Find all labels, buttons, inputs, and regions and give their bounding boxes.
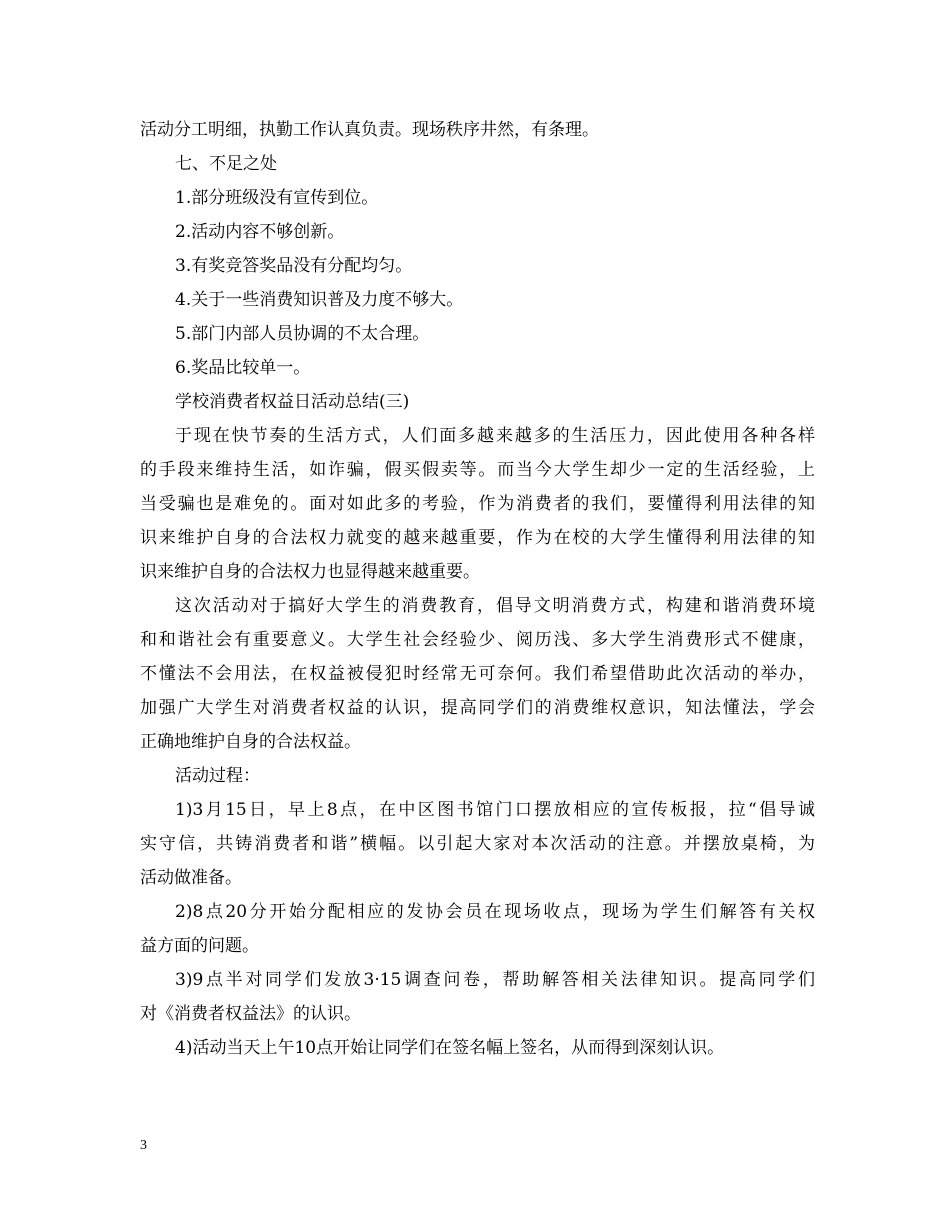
paragraph-line: 1)3月15日，早上8点，在中区图书馆门口摆放相应的宣传板报，拉“倡导诚 xyxy=(175,800,815,820)
paragraph-line: 识来维护自身的合法权力就变的越来越重要，作为在校的大学生懂得利用法律的知 xyxy=(140,528,815,548)
text-line: 活动分工明细，执勤工作认真负责。现场秩序井然，有条理。 xyxy=(140,120,599,140)
list-item: 6.奖品比较单一。 xyxy=(175,358,311,378)
paragraph-line: 识来维护自身的合法权力也显得越来越重要。 xyxy=(140,562,480,582)
list-item: 5.部门内部人员协调的不太合理。 xyxy=(175,324,430,344)
paragraph-line: 4)活动当天上午10点开始让同学们在签名幅上签名，从而得到深刻认识。 xyxy=(175,1038,725,1058)
paragraph-line: 加强广大学生对消费者权益的认识，提高同学们的消费维权意识，知法懂法，学会 xyxy=(140,698,815,718)
paragraph-line: 实守信，共铸消费者和谐”横幅。以引起大家对本次活动的注意。并摆放桌椅，为 xyxy=(140,834,815,854)
section-heading-shortcomings: 七、不足之处 xyxy=(175,154,277,174)
paragraph-line: 这次活动对于搞好大学生的消费教育，倡导文明消费方式，构建和谐消费环境 xyxy=(175,596,815,616)
section-title: 学校消费者权益日活动总结(三) xyxy=(175,392,410,412)
paragraph-line: 益方面的问题。 xyxy=(140,936,259,956)
list-item: 1.部分班级没有宣传到位。 xyxy=(175,188,379,208)
paragraph-line: 的手段来维持生活，如诈骗，假买假卖等。而当今大学生却少一定的生活经验，上 xyxy=(140,460,815,480)
paragraph-line: 于现在快节奏的生活方式，人们面多越来越多的生活压力，因此使用各种各样 xyxy=(175,426,815,446)
paragraph-line: 当受骗也是难免的。面对如此多的考验，作为消费者的我们，要懂得利用法律的知 xyxy=(140,494,815,514)
paragraph-line: 和和谐社会有重要意义。大学生社会经验少、阅历浅、多大学生消费形式不健康， xyxy=(140,630,815,650)
paragraph-line: 3)9点半对同学们发放3·15调查问卷，帮助解答相关法律知识。提高同学们 xyxy=(175,970,815,990)
list-item: 4.关于一些消费知识普及力度不够大。 xyxy=(175,290,464,310)
page-number: 3 xyxy=(140,1138,147,1153)
section-heading-process: 活动过程： xyxy=(175,766,260,786)
paragraph-line: 对《消费者权益法》的认识。 xyxy=(140,1004,361,1024)
paragraph-line: 正确地维护自身的合法权益。 xyxy=(140,732,361,752)
paragraph-line: 2)8点20分开始分配相应的发协会员在现场收点，现场为学生们解答有关权 xyxy=(175,902,815,922)
document-body xyxy=(140,113,815,1065)
paragraph-line: 不懂法不会用法，在权益被侵犯时经常无可奈何。我们希望借助此次活动的举办， xyxy=(140,664,815,684)
list-item: 3.有奖竞答奖品没有分配均匀。 xyxy=(175,256,413,276)
paragraph-line: 活动做准备。 xyxy=(140,868,242,888)
list-item: 2.活动内容不够创新。 xyxy=(175,222,345,242)
